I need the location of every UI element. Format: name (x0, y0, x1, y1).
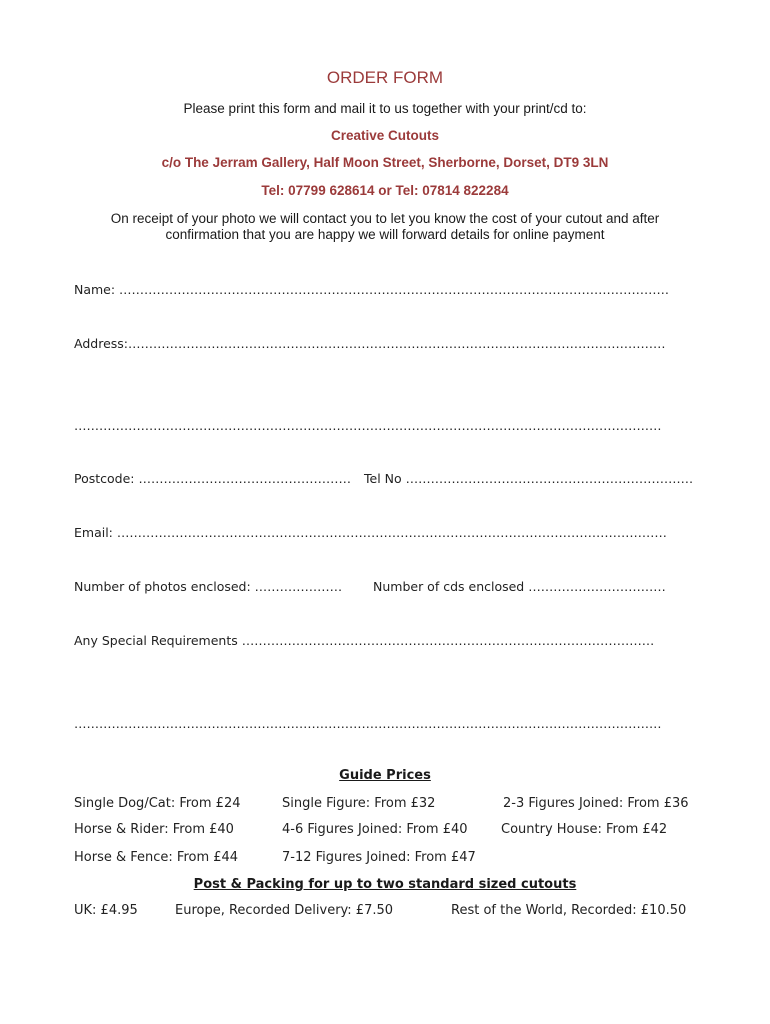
postage-europe: Europe, Recorded Delivery: £7.50 (175, 903, 394, 918)
postage-uk: UK: £4.95 (74, 903, 138, 918)
receipt-line-2: confirmation that you are happy we will forward details for online payment (165, 227, 605, 242)
photos-enclosed-field[interactable]: Number of photos enclosed: ………………… (74, 579, 343, 594)
price-2-3-figures: 2-3 Figures Joined: From £36 (503, 796, 689, 811)
price-4-6-figures: 4-6 Figures Joined: From £40 (282, 822, 468, 837)
price-horse-fence: Horse & Fence: From £44 (74, 850, 239, 865)
email-field[interactable]: Email: …………………………………………………………………………………………………………………… (74, 525, 667, 540)
tel-no-field[interactable]: Tel No …………………………………………………………… (364, 471, 694, 486)
page-title: ORDER FORM (326, 68, 444, 87)
intro-text: Please print this form and mail it to us together with your print/cd to: (183, 101, 587, 116)
postage-heading: Post & Packing for up to two standard sized cutouts (193, 877, 577, 892)
receipt-line-1: On receipt of your photo we will contact you to let you know the cost of your cutout and after (110, 211, 660, 226)
address-field[interactable]: Address:………………………………………………………………………………………………………………… (74, 336, 666, 351)
address-field-line-2[interactable]: …………………………………………………………………………………………………………………………… (74, 418, 662, 433)
price-single-figure: Single Figure: From £32 (282, 796, 436, 811)
special-requirements-field[interactable]: Any Special Requirements ……………………………………………………………………………………… (74, 633, 655, 648)
company-name: Creative Cutouts (330, 128, 440, 143)
special-requirements-line-2[interactable]: …………………………………………………………………………………………………………………………… (74, 716, 662, 731)
price-single-dog-cat: Single Dog/Cat: From £24 (74, 796, 241, 811)
company-phones: Tel: 07799 628614 or Tel: 07814 822284 (261, 183, 509, 198)
price-country-house: Country House: From £42 (501, 822, 668, 837)
postage-world: Rest of the World, Recorded: £10.50 (451, 903, 687, 918)
postcode-field[interactable]: Postcode: …………………………………………… (74, 471, 351, 486)
price-horse-rider: Horse & Rider: From £40 (74, 822, 234, 837)
price-7-12-figures: 7-12 Figures Joined: From £47 (282, 850, 476, 865)
name-field[interactable]: Name: …………………………………………………………………………………………………………………… (74, 282, 670, 297)
company-address: c/o The Jerram Gallery, Half Moon Street, Sherborne, Dorset, DT9 3LN (161, 155, 609, 170)
receipt-notice (0, 211, 770, 243)
guide-prices-heading: Guide Prices (339, 768, 431, 783)
cds-enclosed-field[interactable]: Number of cds enclosed …………………………… (373, 579, 666, 594)
